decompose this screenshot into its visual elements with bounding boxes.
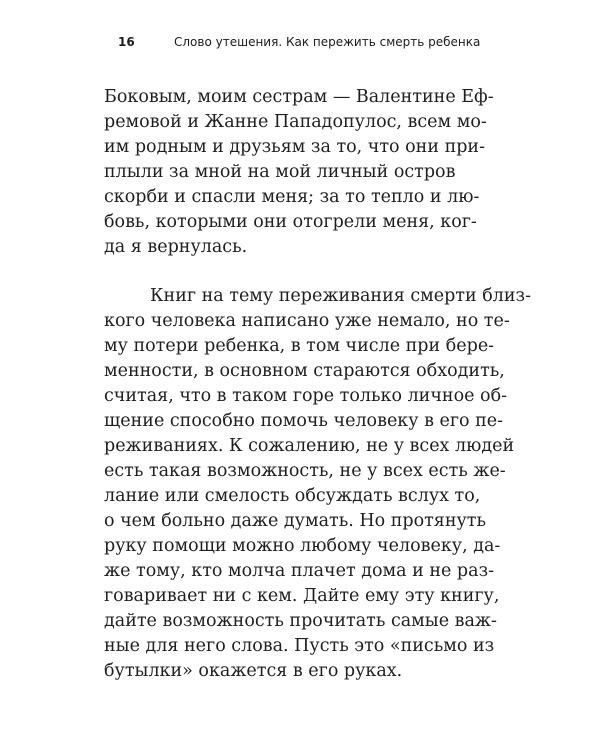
- text-line: реживаниях. К сожалению, не у всех людей: [104, 436, 515, 456]
- text-line: да я вернулась.: [104, 237, 248, 257]
- text-line: считая, что в таком горе только личное об-: [104, 386, 508, 406]
- text-line: плыли за мной на мой личный остров: [104, 162, 456, 182]
- text-line: Книг на тему переживания смерти близ-: [150, 286, 531, 306]
- text-line: им родным и друзьям за то, что они при-: [104, 137, 486, 157]
- text-line: Боковым, моим сестрам — Валентине Еф-: [104, 87, 494, 107]
- running-title: Слово утешения. Как пережить смерть ребенка: [174, 35, 481, 49]
- text-line: лание или смелость обсуждать вслух то,: [104, 486, 481, 506]
- text-line: говаривает ни с кем. Дайте ему эту книгу,: [104, 586, 500, 606]
- body-text: [104, 85, 531, 684]
- text-line: менности, в основном стараются обходить,: [104, 361, 505, 381]
- paragraph-1: [104, 85, 524, 260]
- paragraph-spacer: [104, 260, 524, 284]
- text-line: дайте возможность прочитать самые важ-: [104, 611, 497, 631]
- text-line: же тому, кто молча плачет дома и не раз-: [104, 561, 495, 581]
- text-line: скорби и спасли меня; за то тепло и лю-: [104, 187, 480, 207]
- text-line: есть такая возможность, не у всех есть же-: [104, 461, 506, 481]
- text-line: ные для него слова. Пусть это «письмо из: [104, 636, 495, 656]
- text-line: кого человека написано уже немало, но те-: [104, 311, 510, 331]
- text-line: бутылки» окажется в его руках.: [104, 661, 403, 681]
- text-line: щение способно помочь человеку в его пе-: [104, 411, 504, 431]
- paragraph-2: [104, 284, 531, 684]
- text-line: ремовой и Жанне Пападопулос, всем мо-: [104, 112, 487, 132]
- running-head: [118, 35, 480, 49]
- text-line: бовь, которыми они отогрели меня, ког-: [104, 212, 477, 232]
- text-line: руку помощи можно любому человеку, да-: [104, 536, 501, 556]
- text-line: о чем больно даже думать. Но протянуть: [104, 511, 487, 531]
- page-number: 16: [118, 35, 135, 49]
- text-line: му потери ребенка, в том числе при бере-: [104, 336, 495, 356]
